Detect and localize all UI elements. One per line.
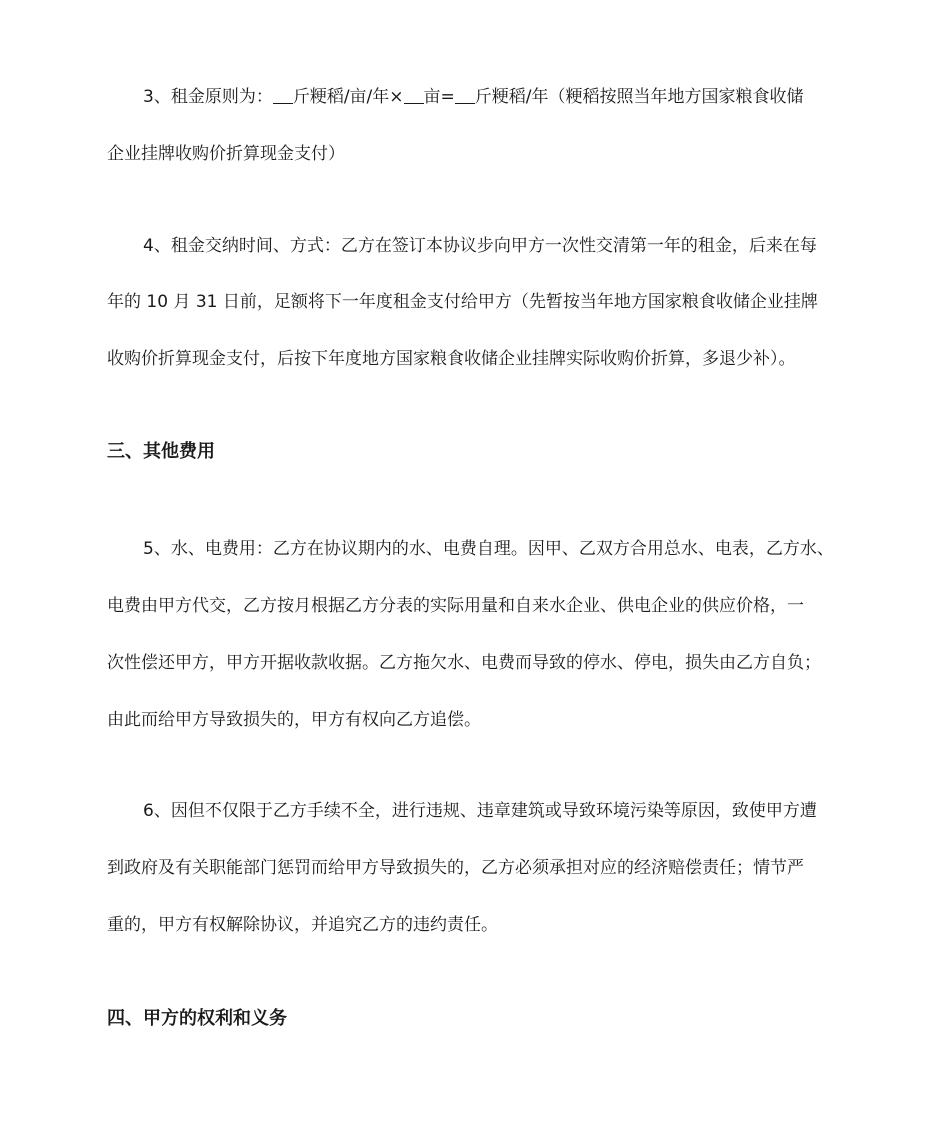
blank-field-1 <box>273 87 293 104</box>
section-4-heading: 四、甲方的权利和义务 <box>107 1008 287 1029</box>
clause-3-line-2: 企业挂牌收购价折算现金支付） <box>107 144 345 164</box>
clause-5-line-3: 次性偿还甲方，甲方开据收款收据。乙方拖欠水、电费而导致的停水、停电，损失由乙方自负； <box>107 653 821 673</box>
clause-4-line-2: 年的 10 月 31 日前，足额将下一年度租金支付给甲方（先暂按当年地方国家粮食收储企业挂牌 <box>107 292 818 312</box>
clause-3-prefix: 3、租金原则为： <box>143 87 273 107</box>
clause-3-line-1 <box>143 86 943 108</box>
clause-5-line-1: 5、水、电费用：乙方在协议期内的水、电费自理。因甲、乙双方合用总水、电表，乙方水、 <box>143 539 834 559</box>
clause-6-line-1: 6、因但不仅限于乙方手续不全，进行违规、违章建筑或导致环境污染等原因，致使甲方遭 <box>143 801 817 821</box>
clause-3-part-1: 斤粳稻/亩/年× <box>292 87 404 107</box>
clause-6-line-3: 重的，甲方有权解除协议，并追究乙方的违约责任。 <box>107 915 498 935</box>
clause-4-line-3: 收购价折算现金支付，后按下年度地方国家粮食收储企业挂牌实际收购价折算，多退少补）。 <box>107 349 796 369</box>
clause-5-line-2: 电费由甲方代交，乙方按月根据乙方分表的实际用量和自来水企业、供电企业的供应价格，一 <box>107 596 804 616</box>
clause-6-line-2: 到政府及有关职能部门惩罚而给甲方导致损失的，乙方必须承担对应的经济赔偿责任；情节严 <box>107 858 804 878</box>
blank-field-3 <box>455 87 475 104</box>
blank-field-2 <box>404 87 424 104</box>
clause-4-line-1: 4、租金交纳时间、方式：乙方在签订本协议步向甲方一次性交清第一年的租金，后来在每 <box>143 236 817 256</box>
clause-3-part-2: 亩= <box>423 87 455 107</box>
clause-5-line-4: 由此而给甲方导致损失的，甲方有权向乙方追偿。 <box>107 710 481 730</box>
section-3-heading: 三、其他费用 <box>107 441 215 462</box>
clause-3-part-3: 斤粳稻/年（粳稻按照当年地方国家粮食收储 <box>474 87 804 107</box>
